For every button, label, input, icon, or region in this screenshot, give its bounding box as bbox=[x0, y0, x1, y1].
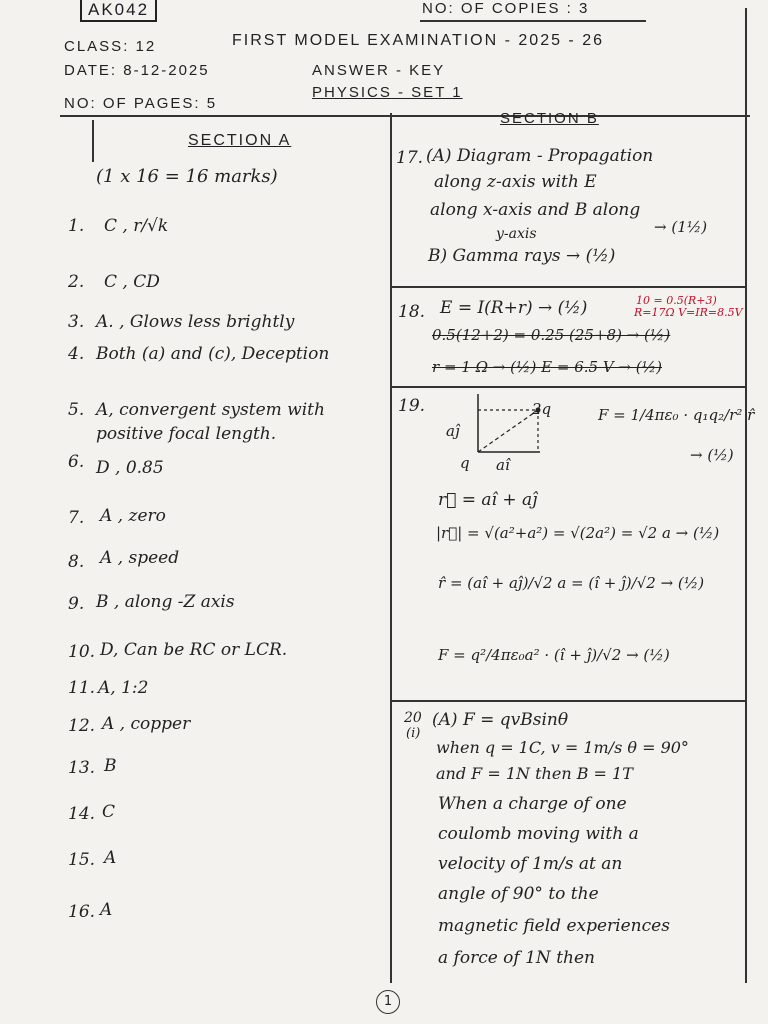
q18-divider bbox=[392, 386, 746, 388]
answer-number: 2. bbox=[68, 272, 85, 292]
q19-line: |r⃗| = √(a²+a²) = √(2a²) = √2 a → (½) bbox=[436, 524, 720, 542]
answer-number: 12. bbox=[68, 716, 96, 736]
answer-text: A bbox=[100, 900, 113, 920]
q18-line: 0.5(12+2) = 0.25 (25+8) → (½) bbox=[432, 326, 671, 344]
q19-label-ai: aî bbox=[496, 456, 510, 474]
answer-text: C , r/√k bbox=[104, 216, 169, 236]
q18-number: 18. bbox=[398, 302, 426, 322]
q20-line: magnetic field experiences bbox=[438, 916, 670, 936]
q17-line: (A) Diagram - Propagation bbox=[426, 146, 654, 166]
q17-line: along x-axis and B along bbox=[430, 200, 641, 220]
answer-number: 1. bbox=[68, 216, 85, 236]
answer-number: 8. bbox=[68, 552, 85, 572]
answer-text: A bbox=[104, 848, 117, 868]
date-label: DATE: 8-12-2025 bbox=[64, 62, 210, 79]
copies-underline bbox=[420, 20, 646, 22]
q20-line: coulomb moving with a bbox=[438, 824, 639, 844]
q19-label-aj: aĵ bbox=[446, 422, 460, 440]
answer-number: 10. bbox=[68, 642, 96, 662]
section-b-heading: SECTION B bbox=[500, 110, 599, 127]
header-divider bbox=[60, 115, 750, 117]
answer-text: A , copper bbox=[102, 714, 191, 734]
copies-count: NO: OF COPIES : 3 bbox=[422, 0, 590, 17]
exam-title: FIRST MODEL EXAMINATION - 2025 - 26 bbox=[232, 32, 604, 49]
q19-line: F = q²/4πε₀a² · (î + ĵ)/√2 → (½) bbox=[438, 646, 670, 664]
q17-line: y-axis bbox=[496, 226, 537, 242]
section-a-heading: SECTION A bbox=[188, 132, 292, 149]
answer-key-label: ANSWER - KEY bbox=[312, 62, 446, 79]
subject-label: PHYSICS - SET 1 bbox=[312, 84, 463, 101]
answer-number: 4. bbox=[68, 344, 85, 364]
q20-sub: (i) bbox=[406, 726, 421, 741]
answer-number: 13. bbox=[68, 758, 96, 778]
answer-number: 7. bbox=[68, 508, 85, 528]
answer-text: A, 1:2 bbox=[98, 678, 149, 698]
answer-number: 14. bbox=[68, 804, 96, 824]
class-label: CLASS: 12 bbox=[64, 38, 157, 55]
q18-correction: 10 = 0.5(R+3) bbox=[636, 294, 717, 307]
answer-number: 5. bbox=[68, 400, 85, 420]
answer-text: D, Can be RC or LCR. bbox=[100, 640, 288, 660]
section-a-marks: (1 x 16 = 16 marks) bbox=[96, 166, 278, 187]
q20-line: angle of 90° to the bbox=[438, 884, 599, 904]
q17-line: B) Gamma rays → (½) bbox=[428, 246, 616, 266]
answer-number: 6. bbox=[68, 452, 85, 472]
q19-label-2q: 2q bbox=[532, 400, 552, 418]
q17-divider bbox=[392, 286, 746, 288]
answer-text: A , speed bbox=[100, 548, 180, 568]
answer-text: A, convergent system with bbox=[96, 400, 325, 420]
q20-line: (A) F = qvBsinθ bbox=[432, 710, 569, 730]
answer-number: 9. bbox=[68, 594, 85, 614]
q20-line: a force of 1N then bbox=[438, 948, 595, 968]
q20-line: When a charge of one bbox=[438, 794, 627, 814]
answer-text: D , 0.85 bbox=[96, 458, 164, 478]
answer-text: B bbox=[104, 756, 117, 776]
pages-label: NO: OF PAGES: 5 bbox=[64, 95, 218, 112]
answer-text: C bbox=[102, 802, 116, 822]
q18-line: r = 1 Ω → (½) E = 6.5 V → (½) bbox=[432, 358, 662, 376]
left-mark bbox=[92, 120, 94, 162]
answer-text: A. , Glows less brightly bbox=[96, 312, 295, 332]
q20-number: 20 bbox=[404, 710, 422, 726]
answer-text: Both (a) and (c), Deception bbox=[96, 344, 330, 364]
q20-line: when q = 1C, v = 1m/s θ = 90° bbox=[436, 738, 689, 757]
q17-line: along z-axis with E bbox=[434, 172, 597, 192]
q19-label-q: q bbox=[460, 454, 470, 472]
answer-text: A , zero bbox=[100, 506, 166, 526]
q18-line: E = I(R+r) → (½) bbox=[440, 298, 588, 318]
q19-divider bbox=[392, 700, 746, 702]
paper-code: AK042 bbox=[80, 0, 157, 22]
answer-text: positive focal length. bbox=[96, 424, 277, 444]
answer-number: 11. bbox=[68, 678, 96, 698]
q20-line: and F = 1N then B = 1T bbox=[436, 764, 633, 783]
answer-text: B , along -Z axis bbox=[96, 592, 235, 612]
answer-number: 3. bbox=[68, 312, 85, 332]
q18-correction: R=17Ω V=IR=8.5V bbox=[634, 306, 743, 319]
answer-number: 16. bbox=[68, 902, 96, 922]
column-divider bbox=[390, 113, 392, 983]
page-number: 1 bbox=[376, 990, 400, 1014]
q19-number: 19. bbox=[398, 396, 426, 416]
q17-mark: → (1½) bbox=[654, 218, 708, 236]
q19-force-mark: → (½) bbox=[690, 446, 734, 464]
answer-text: C , CD bbox=[104, 272, 160, 292]
q19-force-law: F = 1/4πε₀ · q₁q₂/r² r̂ bbox=[598, 406, 755, 424]
answer-number: 15. bbox=[68, 850, 96, 870]
q19-line: r⃗ = aî + aĵ bbox=[438, 490, 538, 510]
right-margin-line bbox=[745, 8, 747, 983]
q19-line: r̂ = (aî + aĵ)/√2 a = (î + ĵ)/√2 → (½) bbox=[438, 574, 705, 592]
q17-number: 17. bbox=[396, 148, 424, 168]
q20-line: velocity of 1m/s at an bbox=[438, 854, 623, 874]
